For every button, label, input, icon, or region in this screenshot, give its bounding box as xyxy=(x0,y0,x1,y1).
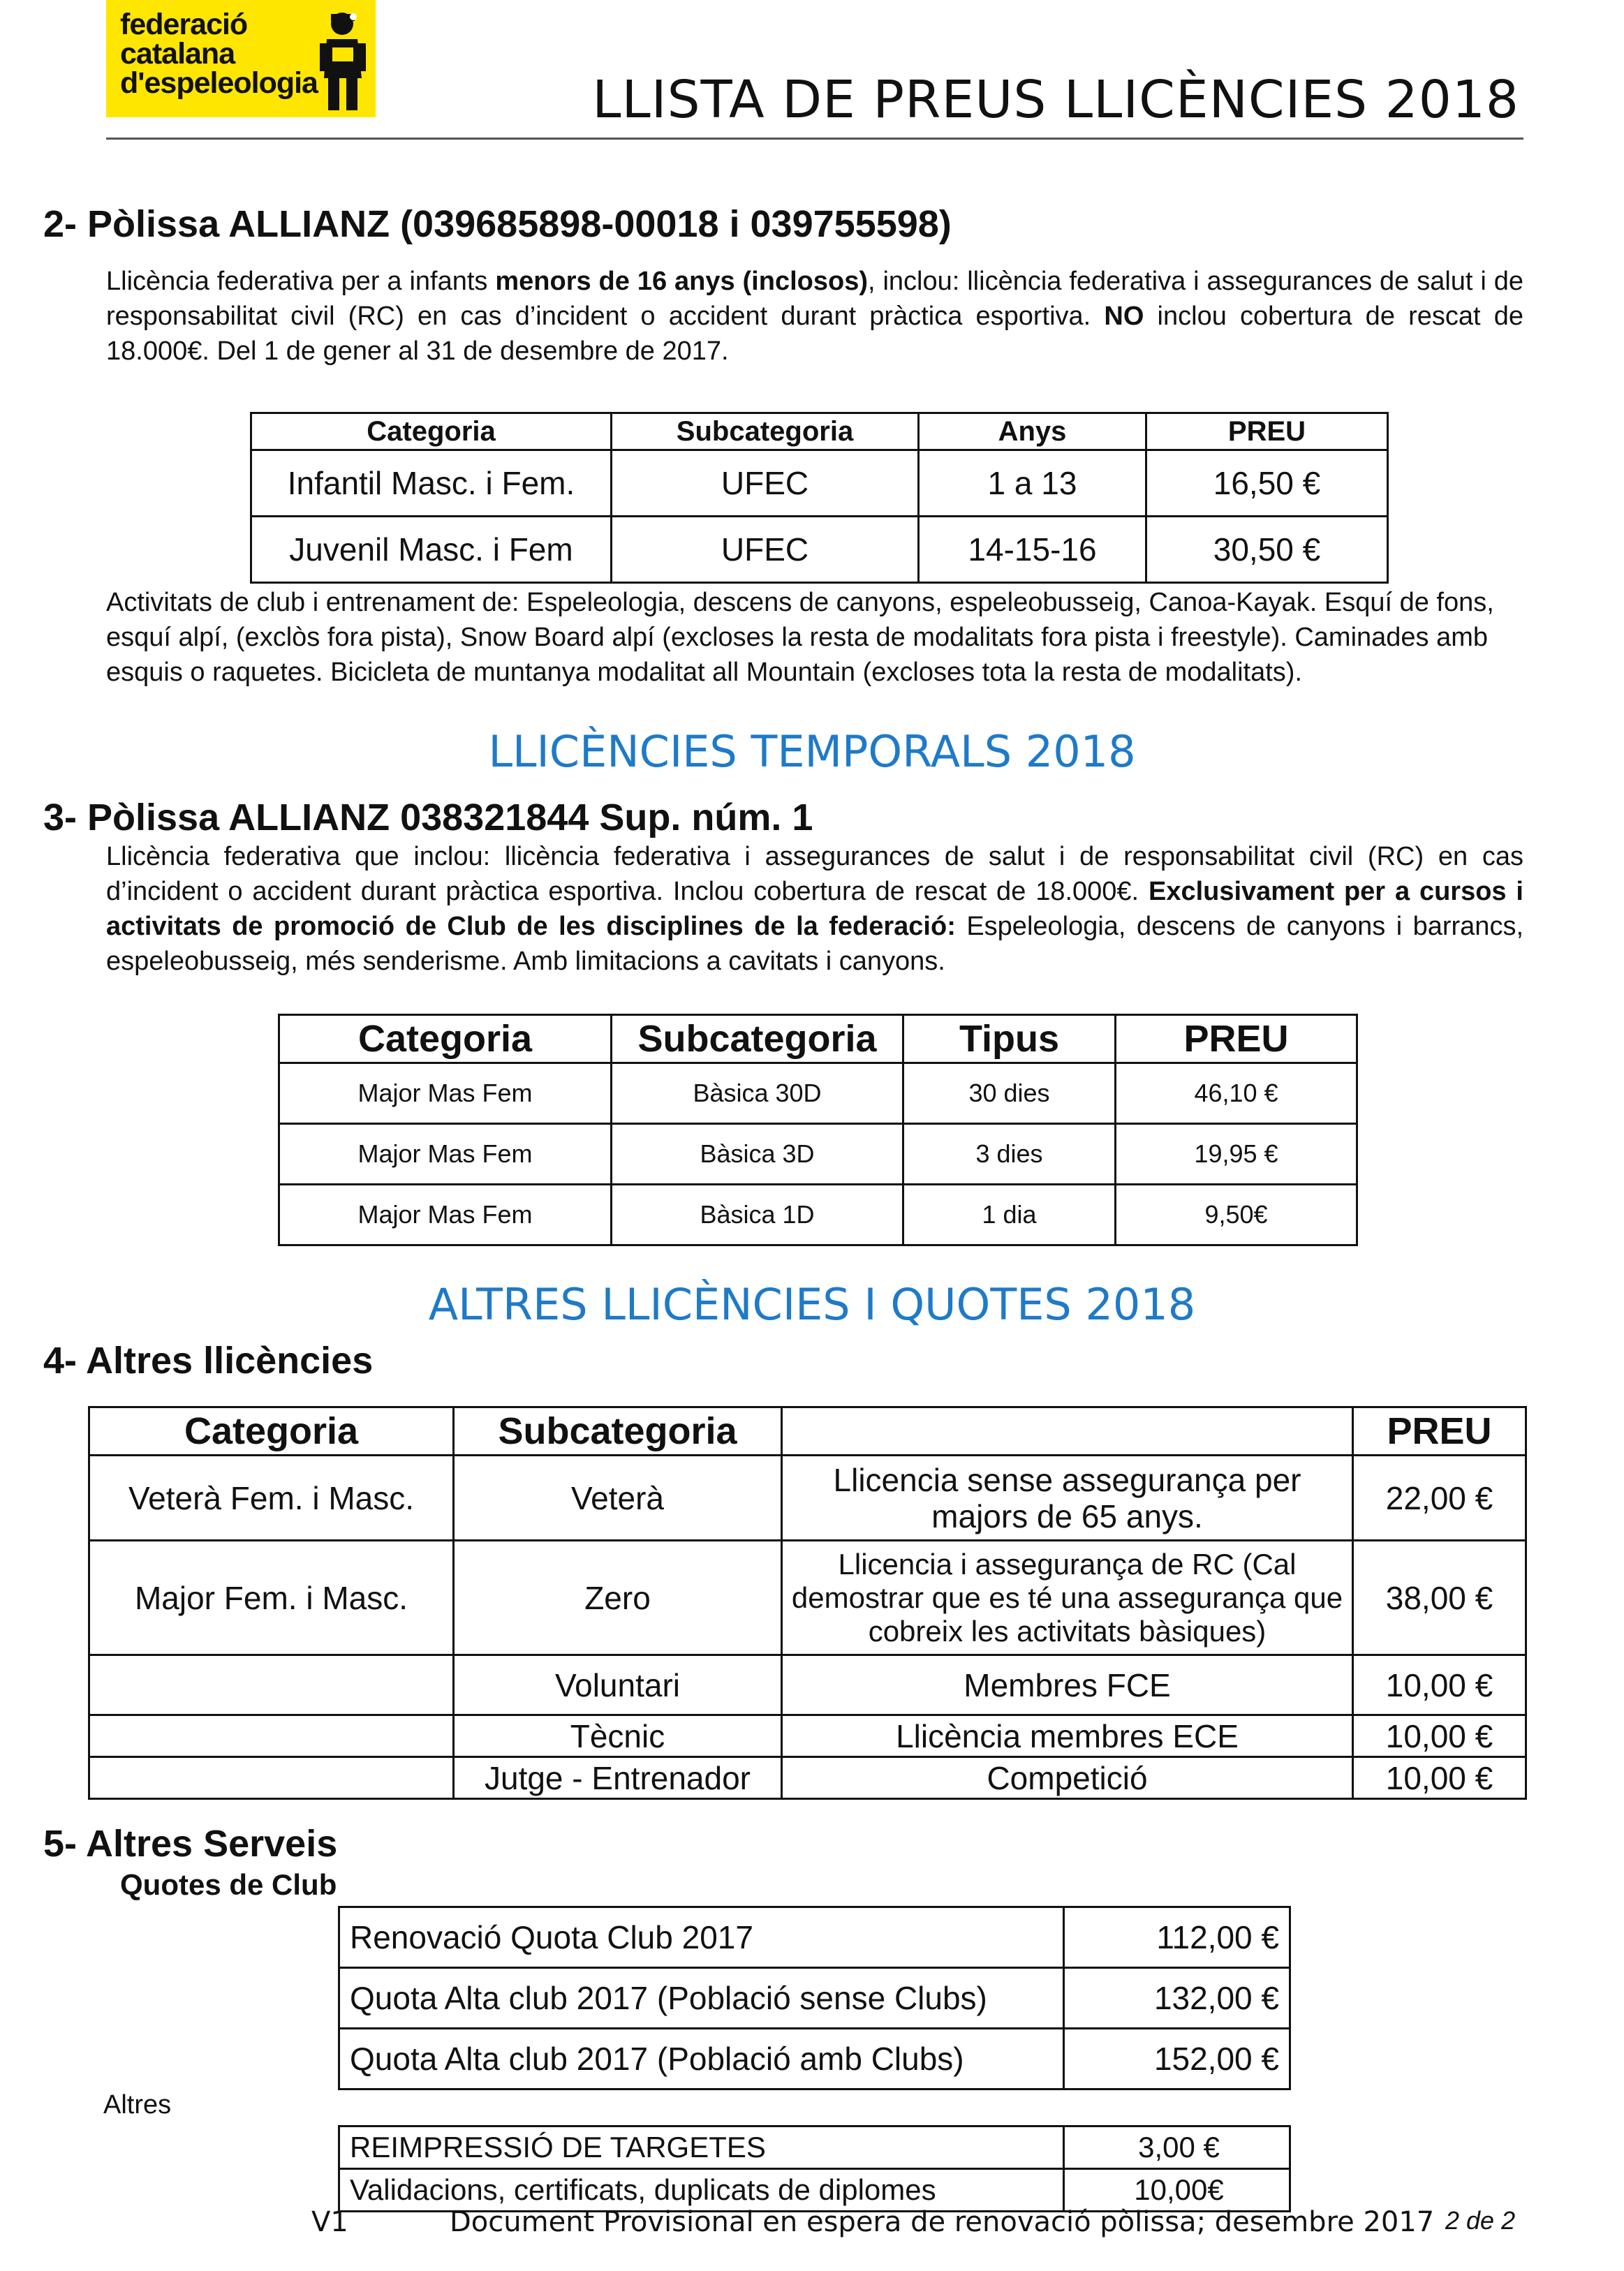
cell: Llicencia i assegurança de RC (Cal demostrar que es té una assegurança que cobreix les activitats bàsiques) xyxy=(782,1541,1353,1655)
cell: REIMPRESSIÓ DE TARGETES xyxy=(339,2126,1064,2169)
col-header: Tipus xyxy=(903,1015,1116,1063)
cell: Veterà xyxy=(454,1456,782,1541)
cell: 1 dia xyxy=(903,1185,1116,1245)
table-row xyxy=(339,1907,1290,1968)
temporals-title: LLICÈNCIES TEMPORALS 2018 xyxy=(488,726,1136,777)
section2-description: Llicència federativa per a infants menors de 16 anys (inclosos), inclou: llicència federativa i assegurances de salut i de responsabilitat civil (RC) en cas d’incident o accident durant pràctica esportiva. NO inclou cobertura de rescat de 18.000€. Del 1 de gener al 31 de desembre de 2017. xyxy=(106,267,1524,366)
table-row xyxy=(251,450,1388,517)
cell: 22,00 € xyxy=(1353,1456,1526,1541)
section3-heading: 3- Pòlissa ALLIANZ 038321844 Sup. núm. 1 xyxy=(43,797,813,838)
cell: Renovació Quota Club 2017 xyxy=(339,1907,1064,1968)
cell: 38,00 € xyxy=(1353,1541,1526,1655)
table-header-row xyxy=(251,413,1388,450)
cell: Membres FCE xyxy=(782,1655,1353,1715)
section2-heading: 2- Pòlissa ALLIANZ (039685898-00018 i 039755598) xyxy=(43,203,952,245)
caver-figure-icon xyxy=(316,8,371,113)
cell xyxy=(89,1715,454,1757)
cell: 1 a 13 xyxy=(919,450,1146,517)
page-number: 2 de 2 xyxy=(1445,2206,1516,2235)
table-row xyxy=(279,1124,1357,1185)
section2-note: Activitats de club i entrenament de: Espeleologia, descens de canyons, espeleobusseig, Canoa-Kayak. Esquí de fons, esquí alpí, (exclòs fora pista), Snow Board alpí (excloses la resta de modalitats fora pista i freestyle). Caminades amb esquis o raquetes. Bicicleta de muntanya modalitat all Mountain (excloses tota la resta de modalitats). xyxy=(106,588,1494,687)
header-divider xyxy=(106,138,1523,140)
table-row xyxy=(339,1968,1290,2029)
col-header: Categoria xyxy=(279,1015,612,1063)
table-row xyxy=(339,2029,1290,2089)
cell: 30 dies xyxy=(903,1063,1116,1124)
cell: 10,00 € xyxy=(1353,1757,1526,1799)
cell: UFEC xyxy=(612,450,919,517)
cell: Voluntari xyxy=(454,1655,782,1715)
table-row xyxy=(89,1655,1526,1715)
table-row xyxy=(279,1063,1357,1124)
cell: Quota Alta club 2017 (Població sense Clubs) xyxy=(339,1968,1064,2029)
section3-description: Llicència federativa que inclou: llicència federativa i assegurances de salut i de responsabilitat civil (RC) en cas d’incident o accident durant pràctica esportiva. Inclou cobertura de rescat de 18.000€. Exclusivament per a cursos i activitats de promoció de Club de les disciplines de la federació: Espeleologia, descens de canyons i barrancs, espeleobusseig, més senderisme. Amb limitacions a cavitats i canyons. xyxy=(106,842,1523,976)
cell: Llicencia sense assegurança per majors de 65 anys. xyxy=(782,1456,1353,1541)
cell: Major Fem. i Masc. xyxy=(89,1541,454,1655)
col-header: Subcategoria xyxy=(612,1015,903,1063)
cell: 14-15-16 xyxy=(919,517,1146,583)
section4-heading: 4- Altres llicències xyxy=(43,1340,374,1382)
cell: Major Mas Fem xyxy=(279,1124,612,1185)
document-title: LLISTA DE PREUS LLICÈNCIES 2018 xyxy=(592,70,1519,130)
table-row xyxy=(89,1715,1526,1757)
col-header: PREU xyxy=(1353,1407,1526,1456)
cell: Bàsica 1D xyxy=(612,1185,903,1245)
federation-logo xyxy=(106,0,376,117)
youth-license-table xyxy=(250,412,1389,584)
other-services-table xyxy=(338,2125,1291,2212)
cell: Competició xyxy=(782,1757,1353,1799)
table-row xyxy=(89,1456,1526,1541)
cell: Major Mas Fem xyxy=(279,1063,612,1124)
table-header-row xyxy=(89,1407,1526,1456)
cell: Infantil Masc. i Fem. xyxy=(251,450,612,517)
cell: Tècnic xyxy=(454,1715,782,1757)
table-header-row xyxy=(279,1015,1357,1063)
col-header xyxy=(782,1407,1353,1456)
cell: Llicència membres ECE xyxy=(782,1715,1353,1757)
other-licenses-table xyxy=(88,1406,1527,1800)
table-row xyxy=(89,1757,1526,1799)
cell: Veterà Fem. i Masc. xyxy=(89,1456,454,1541)
price-cell: 132,00 € xyxy=(1064,1968,1290,2029)
price-cell: 3,00 € xyxy=(1064,2126,1290,2169)
temporary-license-table xyxy=(278,1014,1358,1246)
club-quotes-subheading: Quotes de Club xyxy=(120,1868,337,1901)
cell: 46,10 € xyxy=(1116,1063,1357,1124)
cell: UFEC xyxy=(612,517,919,583)
col-header: Subcategoria xyxy=(454,1407,782,1456)
price-cell: 112,00 € xyxy=(1064,1907,1290,1968)
cell: Jutge - Entrenador xyxy=(454,1757,782,1799)
cell: Validacions, certificats, duplicats de diplomes xyxy=(339,2169,1064,2212)
altres-title: ALTRES LLICÈNCIES I QUOTES 2018 xyxy=(428,1279,1196,1330)
col-header: PREU xyxy=(1116,1015,1357,1063)
cell xyxy=(89,1655,454,1715)
price-cell: 10,00€ xyxy=(1064,2169,1290,2212)
cell: 9,50€ xyxy=(1116,1185,1357,1245)
col-header: PREU xyxy=(1146,413,1388,450)
cell: 3 dies xyxy=(903,1124,1116,1185)
footer-version: V1 xyxy=(311,2206,348,2238)
cell: Zero xyxy=(454,1541,782,1655)
footer-text: Document Provisional en espera de renovació pòlissa; desembre 2017 xyxy=(450,2206,1435,2238)
section5-heading: 5- Altres Serveis xyxy=(43,1823,338,1865)
table-row xyxy=(339,2169,1290,2212)
cell: Quota Alta club 2017 (Població amb Clubs) xyxy=(339,2029,1064,2089)
col-header: Categoria xyxy=(89,1407,454,1456)
table-row xyxy=(279,1185,1357,1245)
cell: 16,50 € xyxy=(1146,450,1388,517)
cell: Juvenil Masc. i Fem xyxy=(251,517,612,583)
cell: 19,95 € xyxy=(1116,1124,1357,1185)
table-row xyxy=(89,1541,1526,1655)
logo-wordmark: federació catalana d'espeleologia xyxy=(120,8,318,100)
table-row xyxy=(251,517,1388,583)
cell: 10,00 € xyxy=(1353,1655,1526,1715)
cell: 30,50 € xyxy=(1146,517,1388,583)
cell: 10,00 € xyxy=(1353,1715,1526,1757)
altres-subheading: Altres xyxy=(103,2090,172,2120)
col-header: Categoria xyxy=(251,413,612,450)
col-header: Subcategoria xyxy=(612,413,919,450)
cell: Major Mas Fem xyxy=(279,1185,612,1245)
cell: Bàsica 30D xyxy=(612,1063,903,1124)
table-row xyxy=(339,2126,1290,2169)
cell xyxy=(89,1757,454,1799)
cell: Bàsica 3D xyxy=(612,1124,903,1185)
club-quotes-table xyxy=(338,1906,1291,2090)
col-header: Anys xyxy=(919,413,1146,450)
price-cell: 152,00 € xyxy=(1064,2029,1290,2089)
